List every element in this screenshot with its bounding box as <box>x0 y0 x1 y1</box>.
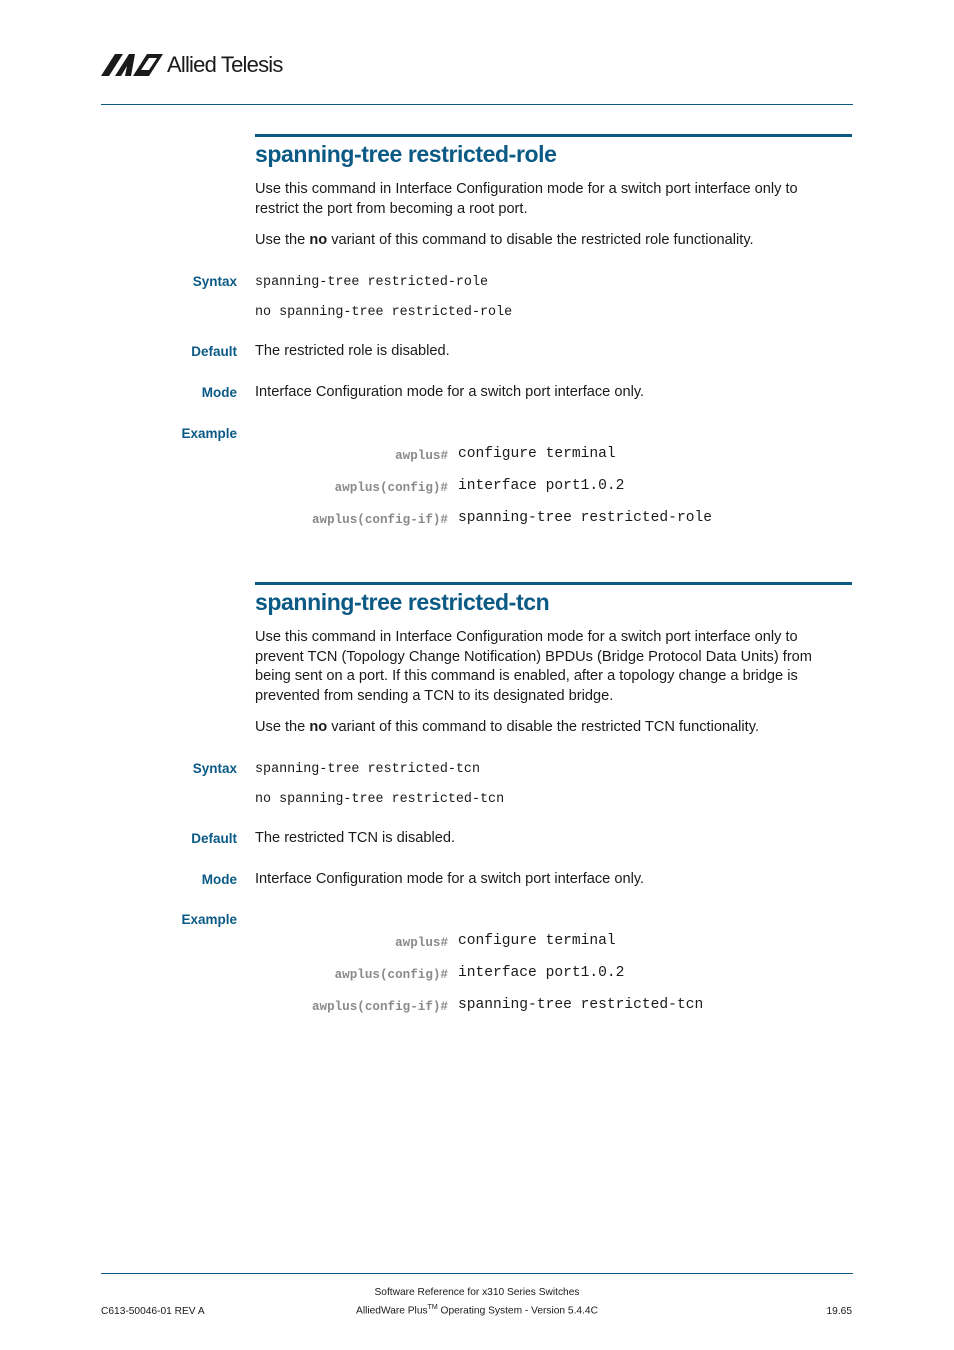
cli-prompt: awplus(config)# <box>334 968 448 982</box>
mode-text: Interface Configuration mode for a switch port interface only. <box>255 871 645 887</box>
header-rule <box>101 104 853 105</box>
no-keyword: no <box>309 719 328 735</box>
footer-product-name: AlliedWare Plus <box>356 1305 428 1317</box>
no-variant-suffix: variant of this command to disable the restricted TCN functionality. <box>327 719 759 735</box>
default-text: The restricted role is disabled. <box>255 343 450 359</box>
footer-trademark: TM <box>427 1304 438 1311</box>
cli-prompt: awplus(config)# <box>334 481 448 495</box>
no-variant-text <box>255 718 845 738</box>
no-variant-prefix: Use the <box>255 232 310 248</box>
footer-title: Software Reference for x310 Series Switches <box>374 1287 580 1298</box>
section-rule <box>255 134 852 137</box>
cli-command: configure terminal <box>458 446 616 462</box>
syntax-line: no spanning-tree restricted-tcn <box>255 792 505 807</box>
cli-prompt: awplus# <box>395 449 448 463</box>
section-description: Use this command in Interface Configuration mode for a switch port interface only to restrict the port from becoming a root port. <box>255 181 798 217</box>
syntax-line: no spanning-tree restricted-role <box>255 305 513 320</box>
section-description: Use this command in Interface Configuration mode for a switch port interface only to prevent TCN (Topology Change Notification) BPDUs (Bridge Protocol Data Units) from being sent on a port. If this command is enabled, after a topology change a bridge is prevented from sending a TCN to its designated bridge. <box>255 629 812 704</box>
syntax-label: Syntax <box>192 761 237 776</box>
example-label: Example <box>181 426 237 441</box>
section-title: spanning-tree restricted-role <box>255 141 557 167</box>
mode-label: Mode <box>201 872 237 887</box>
allied-telesis-logo-icon <box>101 54 163 76</box>
cli-prompt: awplus(config-if)# <box>311 513 448 527</box>
syntax-line: spanning-tree restricted-tcn <box>255 762 480 777</box>
syntax-label: Syntax <box>192 274 237 289</box>
footer-rule <box>101 1273 853 1274</box>
no-keyword: no <box>309 232 328 248</box>
footer-version: Operating System - Version 5.4.4C <box>437 1305 598 1317</box>
mode-label: Mode <box>201 385 237 400</box>
section-title: spanning-tree restricted-tcn <box>255 589 550 615</box>
no-variant-suffix: variant of this command to disable the restricted role functionality. <box>327 232 754 248</box>
footer-page-number: 19.65 <box>826 1306 852 1317</box>
no-variant-prefix: Use the <box>255 719 310 735</box>
mode-text: Interface Configuration mode for a switch port interface only. <box>255 384 645 400</box>
cli-command: configure terminal <box>458 933 616 949</box>
cli-command: spanning-tree restricted-tcn <box>458 997 704 1013</box>
allied-telesis-logo <box>101 52 283 78</box>
default-label: Default <box>191 831 237 846</box>
example-label: Example <box>181 912 237 927</box>
no-variant-text <box>255 231 845 251</box>
footer-doc-id: C613-50046-01 REV A <box>101 1306 205 1317</box>
logo-text: Allied Telesis <box>167 52 283 77</box>
default-text: The restricted TCN is disabled. <box>255 830 456 846</box>
cli-command: interface port1.0.2 <box>458 478 625 494</box>
cli-prompt: awplus(config-if)# <box>311 1000 448 1014</box>
cli-command: spanning-tree restricted-role <box>458 510 712 526</box>
section-rule <box>255 582 852 585</box>
syntax-line: spanning-tree restricted-role <box>255 275 489 290</box>
cli-command: interface port1.0.2 <box>458 965 625 981</box>
default-label: Default <box>191 344 237 359</box>
cli-prompt: awplus# <box>395 936 448 950</box>
